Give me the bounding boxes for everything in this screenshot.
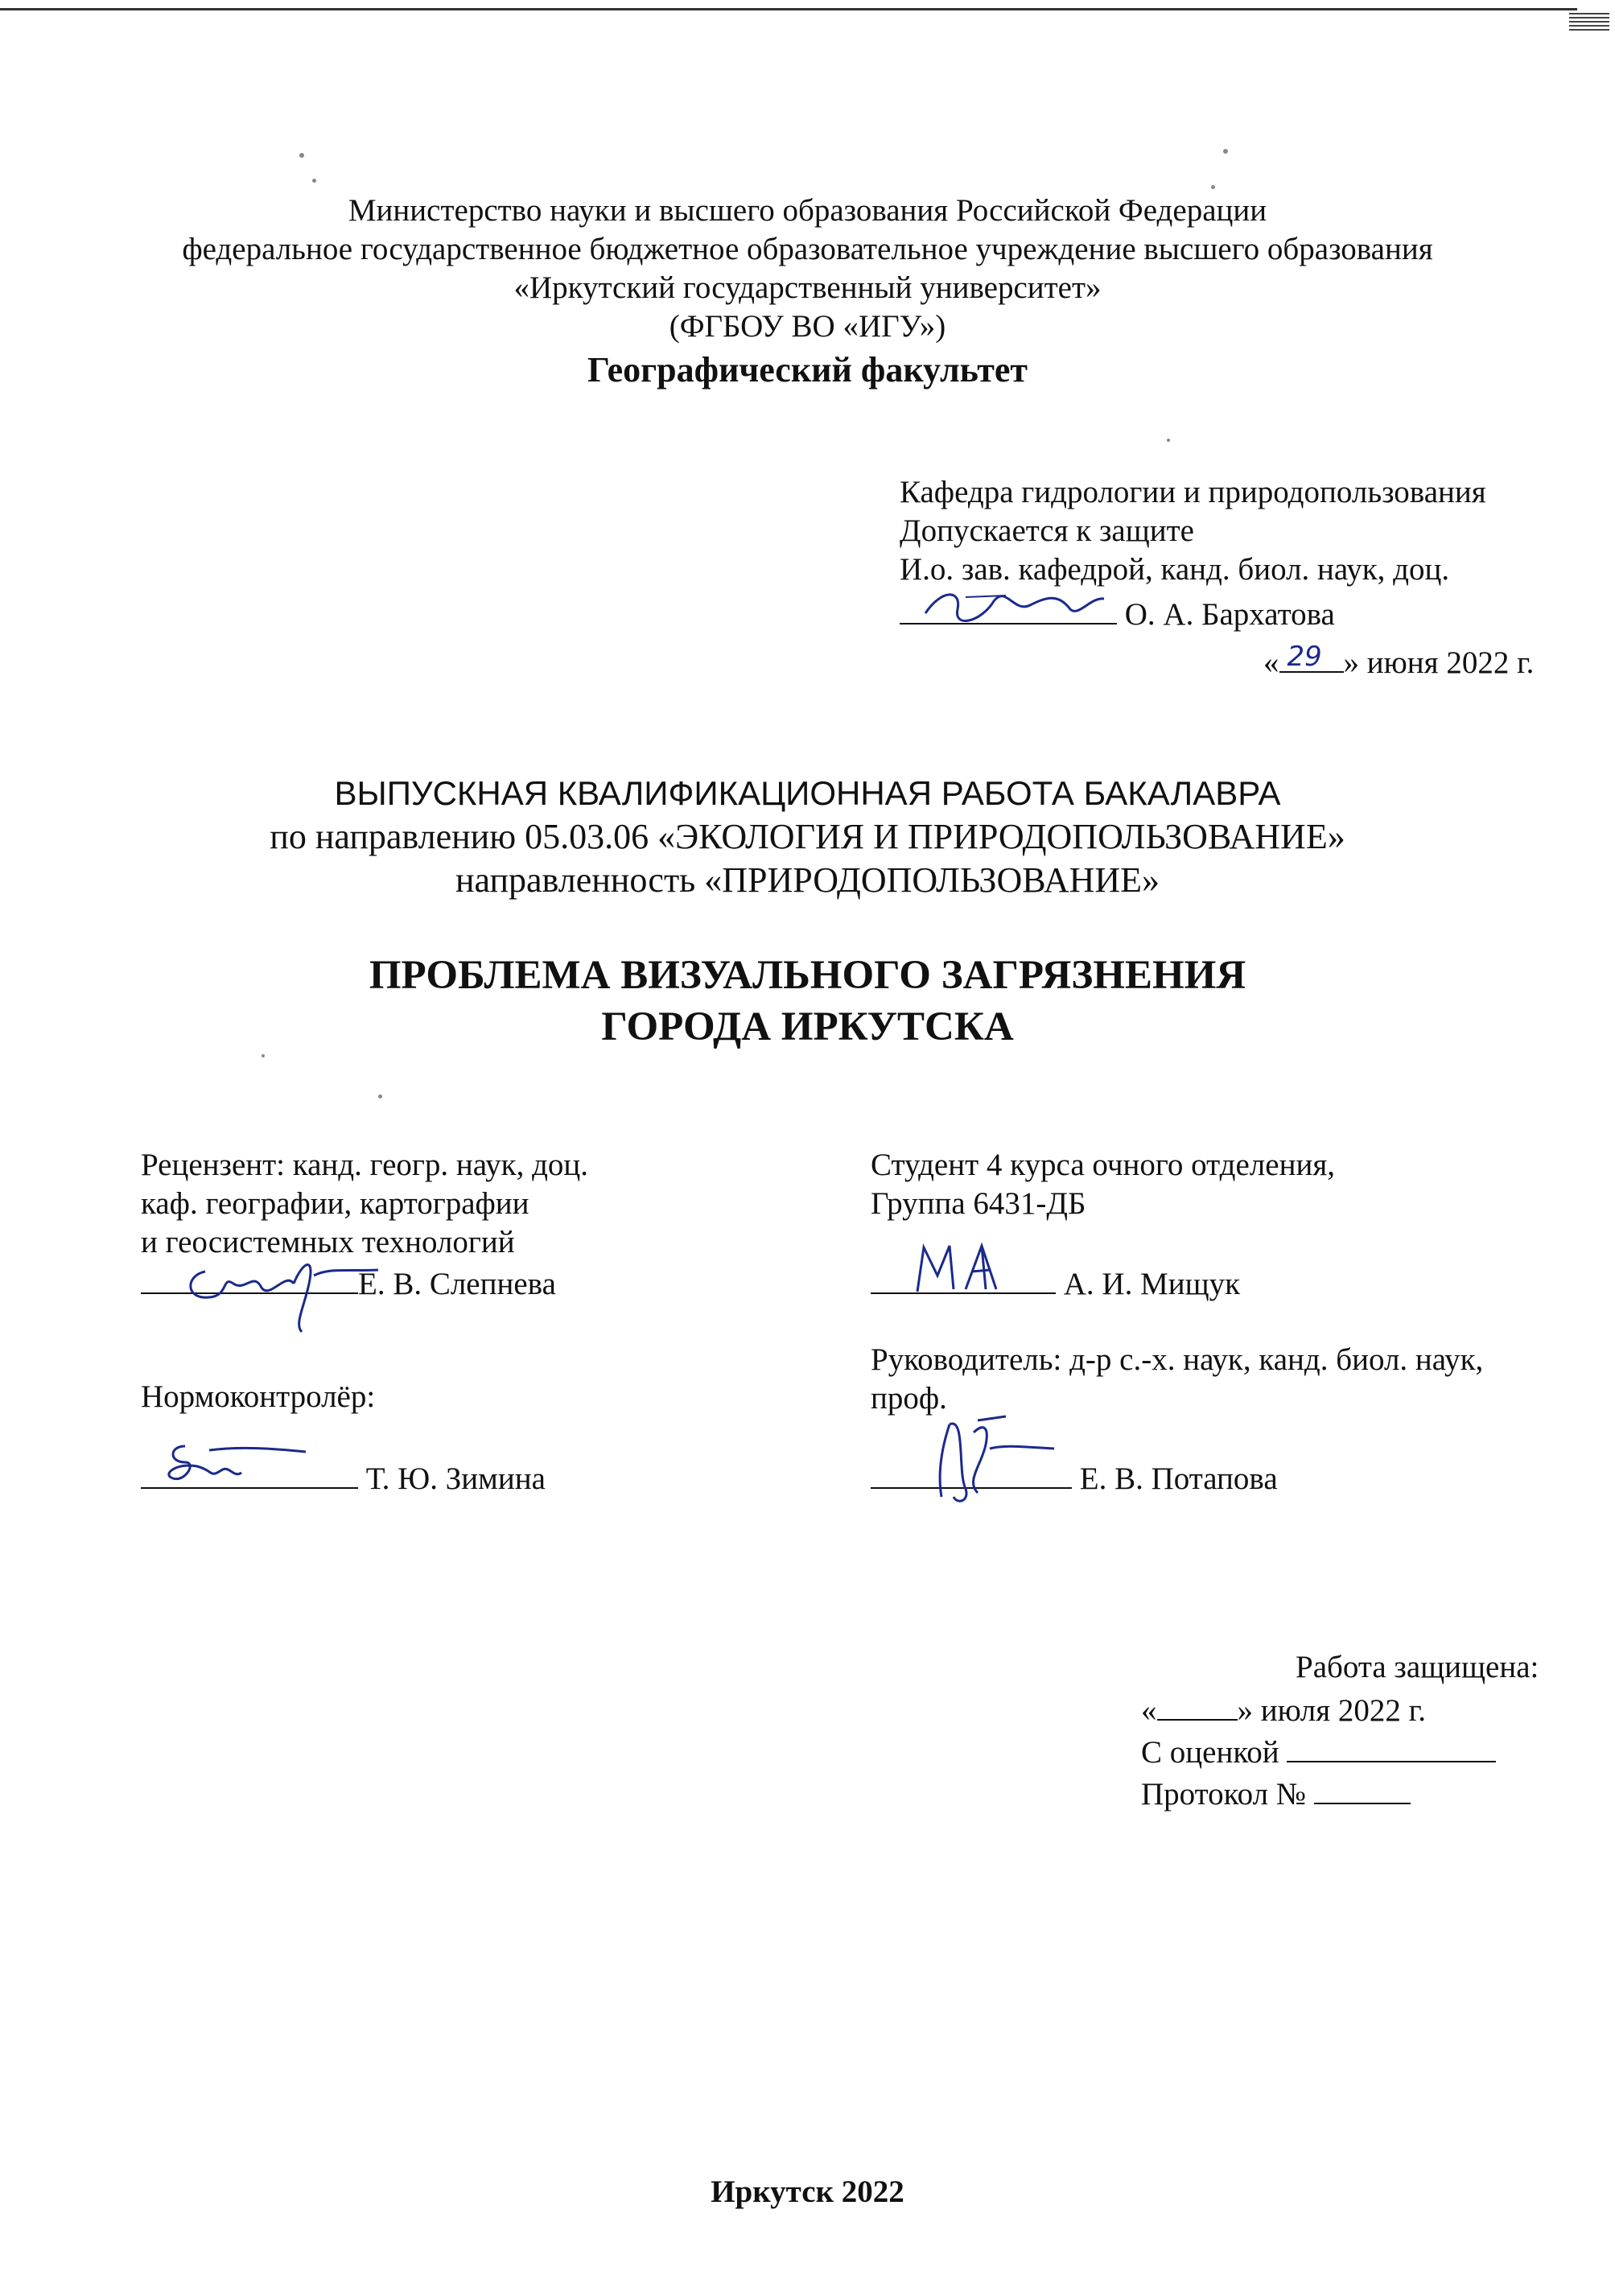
scan-speck (312, 179, 316, 183)
work-title-line-1: ПРОБЛЕМА ВИЗУАЛЬНОГО ЗАГРЯЗНЕНИЯ (369, 953, 1246, 998)
reviewer-name: Е. В. Слепнева (358, 1267, 556, 1301)
normcontrol-signature (153, 1434, 314, 1490)
normcontrol-name: Т. Ю. Зимина (365, 1461, 546, 1496)
scan-speck (1211, 185, 1215, 189)
date-suffix: » июня 2022 г. (1343, 645, 1535, 680)
faculty-line: Географический факультет (587, 350, 1028, 390)
grade-blank (1287, 1732, 1496, 1762)
admitted-line: Допускается к защите (900, 513, 1194, 548)
head-signature (917, 581, 1110, 629)
scan-top-edge (0, 8, 1577, 10)
supervisor-name: Е. В. Потапова (1079, 1461, 1278, 1496)
defense-date-suffix: » июля 2022 г. (1237, 1693, 1427, 1728)
scan-speck (1167, 439, 1170, 442)
work-title-line-2: ГОРОДА ИРКУТСКА (601, 1004, 1014, 1049)
scan-speck (262, 1054, 265, 1057)
reviewer-line-2: каф. географии, картографии (141, 1186, 529, 1221)
head-title-line: И.о. зав. кафедрой, канд. биол. наук, доц. (900, 552, 1450, 587)
scan-speck (1223, 149, 1228, 154)
scan-speck (378, 1094, 382, 1099)
defense-protocol-line (1141, 1774, 1411, 1814)
university-line: «Иркутский государственный университет» (513, 270, 1102, 305)
reviewer-signature (173, 1239, 382, 1336)
supervisor-line-2: проф. (871, 1381, 947, 1416)
supervisor-signature (917, 1400, 1062, 1513)
direction-line: по направлению 05.03.06 «ЭКОЛОГИЯ И ПРИРОДОПОЛЬЗОВАНИЕ» (270, 817, 1345, 856)
grade-label: С оценкой (1141, 1735, 1279, 1770)
date-open-quote: « (1263, 645, 1279, 680)
student-signature (909, 1239, 1014, 1300)
ministry-line: Министерство науки и высшего образования Российской Федерации (348, 193, 1267, 228)
defense-grade-line (1141, 1732, 1496, 1772)
reviewer-line-1: Рецензент: канд. геогр. наук, доц. (141, 1148, 589, 1182)
supervisor-line-1: Руководитель: д-р с.-х. наук, канд. биол. наук, (871, 1342, 1484, 1377)
work-type-line: ВЫПУСКНАЯ КВАЛИФИКАЦИОННАЯ РАБОТА БАКАЛАВРА (334, 774, 1281, 812)
student-name: А. И. Мищук (1063, 1267, 1241, 1301)
approval-date-line (1263, 642, 1534, 682)
defense-label: Работа защищена: (1296, 1650, 1539, 1684)
date-day-blank (1279, 642, 1344, 673)
profile-line: направленность «ПРИРОДОПОЛЬЗОВАНИЕ» (455, 860, 1160, 900)
student-line-1: Студент 4 курса очного отделения, (871, 1148, 1336, 1182)
scan-speck (299, 153, 304, 158)
normcontrol-label: Нормоконтролёр: (141, 1379, 376, 1414)
abbreviation-line: (ФГБОУ ВО «ИГУ») (669, 309, 946, 344)
scan-corner-mark (1569, 13, 1609, 31)
defense-date-open: « (1141, 1693, 1157, 1728)
defense-date-blank (1157, 1690, 1238, 1721)
protocol-label: Протокол № (1141, 1777, 1307, 1812)
head-name: О. А. Бархатова (1124, 597, 1335, 632)
student-line-2: Группа 6431-ДБ (871, 1186, 1086, 1221)
date-day-handwritten: 29 (1287, 641, 1322, 673)
city-year: Иркутск 2022 (711, 2174, 904, 2209)
department-line: Кафедра гидрологии и природопользования (900, 475, 1486, 509)
institution-line: федеральное государственное бюджетное образовательное учреждение высшего образования (182, 232, 1433, 266)
protocol-blank (1314, 1774, 1411, 1804)
defense-date-line (1141, 1690, 1426, 1730)
reviewer-line-3: и геосистемных технологий (141, 1225, 515, 1259)
